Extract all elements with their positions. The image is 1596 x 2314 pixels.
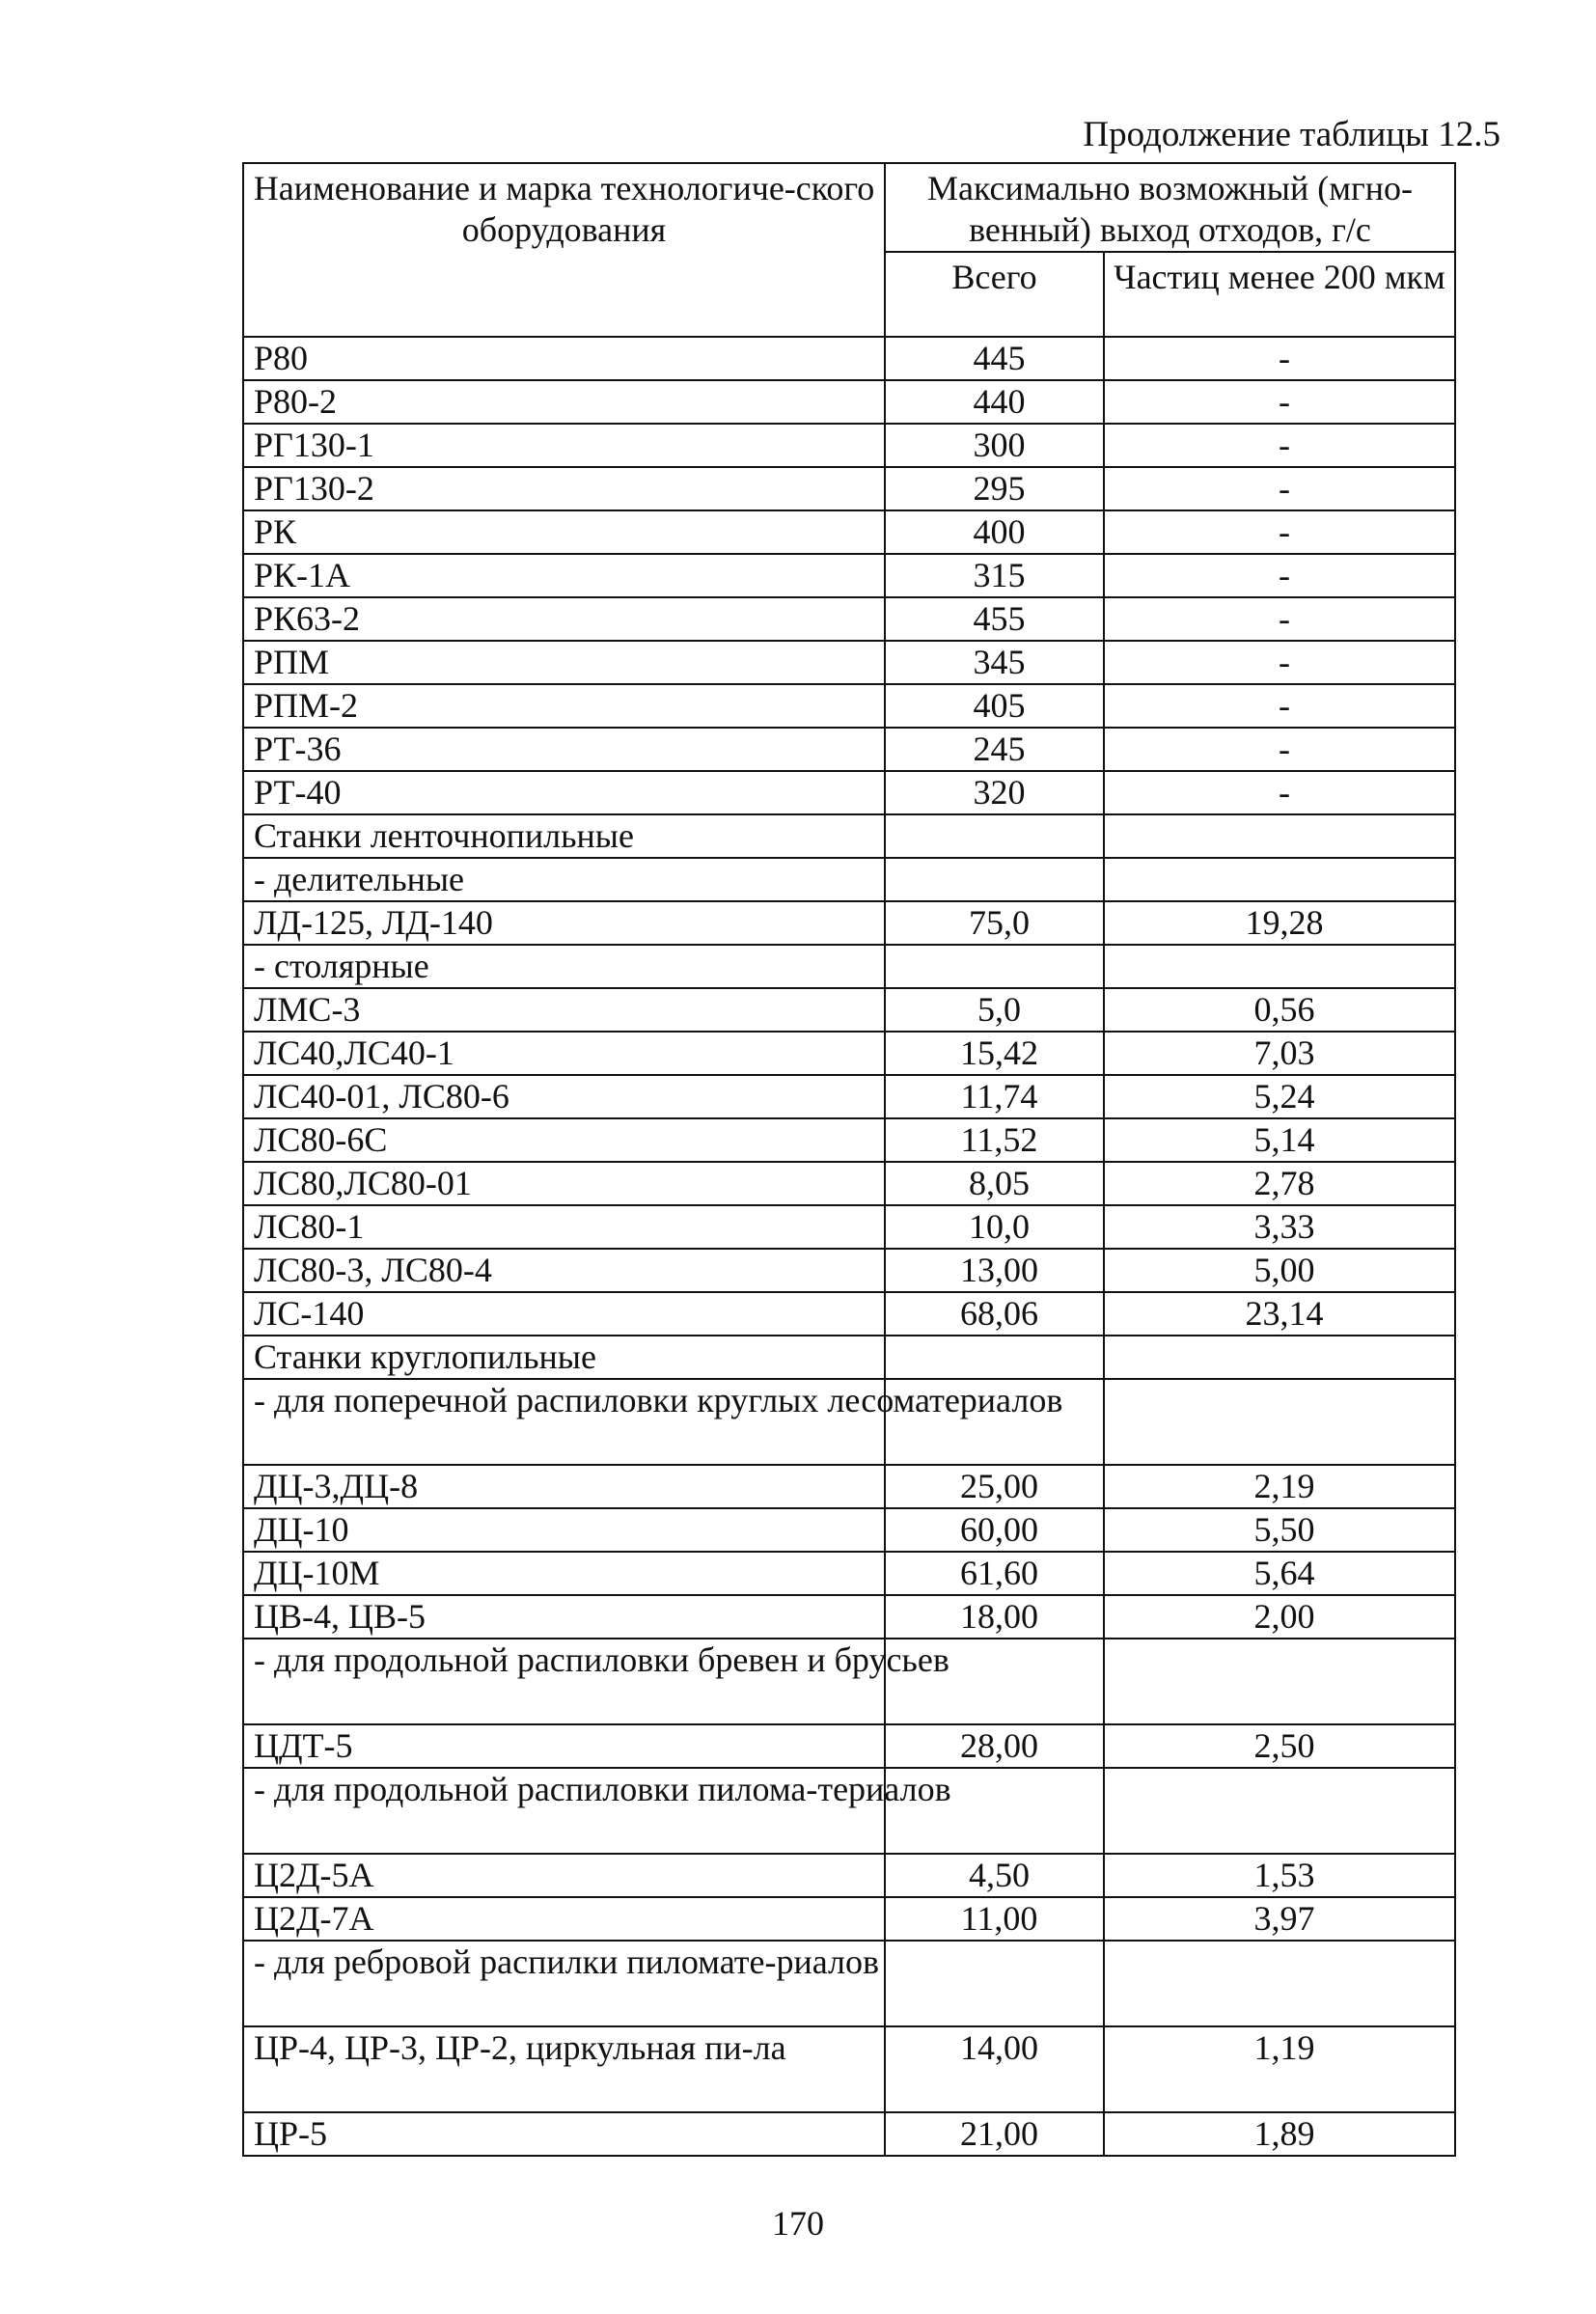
table-row [243, 2112, 1455, 2156]
cell-equipment-name: Р80-2 [243, 380, 885, 424]
cell-equipment-name: ЛС80-3, ЛС80-4 [243, 1249, 885, 1292]
table-row [243, 858, 1455, 901]
cell-particles [1104, 1379, 1455, 1465]
cell-particles: 3,97 [1104, 1897, 1455, 1941]
cell-particles: - [1104, 380, 1455, 424]
table-row [243, 641, 1455, 684]
cell-particles [1104, 858, 1455, 901]
cell-total: 18,00 [885, 1595, 1104, 1639]
cell-total: 8,05 [885, 1162, 1104, 1205]
cell-particles: 2,78 [1104, 1162, 1455, 1205]
cell-equipment-name: ЦР-5 [243, 2112, 885, 2156]
table-row [243, 2026, 1455, 2112]
cell-particles: - [1104, 510, 1455, 554]
table-row [243, 771, 1455, 814]
cell-equipment-name: - для продольной распиловки бревен и брусьев [243, 1639, 885, 1724]
cell-total: 315 [885, 554, 1104, 597]
cell-equipment-name: - для ребровой распилки пиломате-риалов [243, 1941, 885, 2026]
table-row [243, 988, 1455, 1032]
table-row [243, 901, 1455, 945]
cell-particles: 3,33 [1104, 1205, 1455, 1249]
table-row [243, 1118, 1455, 1162]
cell-total: 60,00 [885, 1508, 1104, 1552]
table-row [243, 337, 1455, 380]
cell-total: 14,00 [885, 2026, 1104, 2112]
page-number: 170 [772, 2204, 824, 2243]
cell-total: 445 [885, 337, 1104, 380]
header-equipment-name: Наименование и марка технологиче-ского оборудования [243, 163, 885, 337]
table-row [243, 1336, 1455, 1379]
cell-total: 300 [885, 424, 1104, 467]
cell-total: 21,00 [885, 2112, 1104, 2156]
cell-particles: 7,03 [1104, 1032, 1455, 1075]
cell-equipment-name: ЛС-140 [243, 1292, 885, 1336]
cell-equipment-name: ДЦ-10 [243, 1508, 885, 1552]
equipment-waste-table [242, 162, 1456, 2157]
cell-equipment-name: РПМ-2 [243, 684, 885, 728]
cell-particles: 1,53 [1104, 1854, 1455, 1897]
cell-equipment-name: РГ130-2 [243, 467, 885, 510]
cell-particles: 0,56 [1104, 988, 1455, 1032]
cell-total: 11,74 [885, 1075, 1104, 1118]
table-row [243, 1595, 1455, 1639]
table-row [243, 684, 1455, 728]
cell-equipment-name: ЛС80-1 [243, 1205, 885, 1249]
header-total: Всего [885, 252, 1104, 337]
cell-equipment-name: Ц2Д-7А [243, 1897, 885, 1941]
cell-equipment-name: РТ-36 [243, 728, 885, 771]
cell-equipment-name: РК63-2 [243, 597, 885, 641]
cell-particles: - [1104, 337, 1455, 380]
cell-particles: 2,50 [1104, 1724, 1455, 1768]
cell-total: 245 [885, 728, 1104, 771]
cell-particles: 5,14 [1104, 1118, 1455, 1162]
cell-total: 61,60 [885, 1552, 1104, 1595]
table-row [243, 1205, 1455, 1249]
table-body [243, 337, 1455, 2156]
header-particles: Частиц менее 200 мкм [1104, 252, 1455, 337]
cell-total: 15,42 [885, 1032, 1104, 1075]
cell-total: 75,0 [885, 901, 1104, 945]
cell-particles: - [1104, 641, 1455, 684]
table-row [243, 424, 1455, 467]
cell-equipment-name: ДЦ-10М [243, 1552, 885, 1595]
table-row [243, 1032, 1455, 1075]
cell-particles: 2,00 [1104, 1595, 1455, 1639]
cell-equipment-name: РТ-40 [243, 771, 885, 814]
cell-particles [1104, 1941, 1455, 2026]
cell-particles [1104, 1768, 1455, 1854]
cell-total: 295 [885, 467, 1104, 510]
cell-particles: - [1104, 424, 1455, 467]
table-row [243, 597, 1455, 641]
cell-equipment-name: - для поперечной распиловки круглых лесоматериалов [243, 1379, 885, 1465]
cell-total: 320 [885, 771, 1104, 814]
table-continuation-caption: Продолжение таблицы 12.5 [1083, 115, 1500, 154]
cell-total: 5,0 [885, 988, 1104, 1032]
cell-equipment-name: РПМ [243, 641, 885, 684]
cell-particles: - [1104, 554, 1455, 597]
cell-particles: 5,64 [1104, 1552, 1455, 1595]
cell-particles: 2,19 [1104, 1465, 1455, 1508]
cell-total: 455 [885, 597, 1104, 641]
cell-particles: - [1104, 467, 1455, 510]
cell-total: 4,50 [885, 1854, 1104, 1897]
cell-total: 25,00 [885, 1465, 1104, 1508]
cell-total [885, 1941, 1104, 2026]
cell-particles [1104, 814, 1455, 858]
table-row [243, 554, 1455, 597]
cell-equipment-name: ЛС80,ЛС80-01 [243, 1162, 885, 1205]
cell-total: 10,0 [885, 1205, 1104, 1249]
cell-equipment-name: Р80 [243, 337, 885, 380]
cell-equipment-name: - для продольной распиловки пилома-териалов [243, 1768, 885, 1854]
cell-equipment-name: ДЦ-3,ДЦ-8 [243, 1465, 885, 1508]
cell-particles: - [1104, 597, 1455, 641]
table-row [243, 1508, 1455, 1552]
cell-total: 13,00 [885, 1249, 1104, 1292]
table-row [243, 1379, 1455, 1465]
table-row [243, 1249, 1455, 1292]
cell-equipment-name: - столярные [243, 945, 885, 988]
table-row [243, 1724, 1455, 1768]
cell-total: 68,06 [885, 1292, 1104, 1336]
cell-equipment-name: Ц2Д-5А [243, 1854, 885, 1897]
table-row [243, 1075, 1455, 1118]
table-row [243, 1639, 1455, 1724]
cell-equipment-name: - делительные [243, 858, 885, 901]
cell-particles [1104, 1639, 1455, 1724]
table-row [243, 380, 1455, 424]
table-row [243, 814, 1455, 858]
cell-equipment-name: ЛД-125, ЛД-140 [243, 901, 885, 945]
cell-equipment-name: ЛС80-6С [243, 1118, 885, 1162]
cell-total: 345 [885, 641, 1104, 684]
cell-particles [1104, 945, 1455, 988]
cell-equipment-name: ЛМС-3 [243, 988, 885, 1032]
cell-total: 11,52 [885, 1118, 1104, 1162]
cell-particles: - [1104, 684, 1455, 728]
cell-equipment-name: РК [243, 510, 885, 554]
table-row [243, 467, 1455, 510]
cell-particles: 5,50 [1104, 1508, 1455, 1552]
table-row [243, 1292, 1455, 1336]
cell-particles: 19,28 [1104, 901, 1455, 945]
cell-particles: 23,14 [1104, 1292, 1455, 1336]
table-row [243, 1897, 1455, 1941]
table-row [243, 1162, 1455, 1205]
cell-equipment-name: ЛС40,ЛС40-1 [243, 1032, 885, 1075]
cell-particles: 1,89 [1104, 2112, 1455, 2156]
table-row [243, 510, 1455, 554]
cell-particles: - [1104, 771, 1455, 814]
cell-total: 405 [885, 684, 1104, 728]
cell-total [885, 1336, 1104, 1379]
cell-equipment-name: РК-1А [243, 554, 885, 597]
cell-total [885, 814, 1104, 858]
cell-particles: 5,24 [1104, 1075, 1455, 1118]
cell-equipment-name: ЛС40-01, ЛС80-6 [243, 1075, 885, 1118]
cell-particles [1104, 1336, 1455, 1379]
table-row [243, 1768, 1455, 1854]
table-row [243, 945, 1455, 988]
cell-total: 440 [885, 380, 1104, 424]
table-row [243, 1465, 1455, 1508]
table-row [243, 1941, 1455, 2026]
table-row [243, 1552, 1455, 1595]
cell-particles: 1,19 [1104, 2026, 1455, 2112]
cell-total: 28,00 [885, 1724, 1104, 1768]
cell-equipment-name: ЦДТ-5 [243, 1724, 885, 1768]
cell-equipment-name: ЦР-4, ЦР-3, ЦР-2, циркульная пи-ла [243, 2026, 885, 2112]
cell-particles: 5,00 [1104, 1249, 1455, 1292]
cell-total [885, 945, 1104, 988]
table-row [243, 1854, 1455, 1897]
cell-total: 400 [885, 510, 1104, 554]
cell-equipment-name: РГ130-1 [243, 424, 885, 467]
cell-equipment-name: Станки круглопильные [243, 1336, 885, 1379]
cell-total: 11,00 [885, 1897, 1104, 1941]
header-max-output: Максимально возможный (мгно-венный) выход отходов, г/с [885, 163, 1455, 252]
cell-particles: - [1104, 728, 1455, 771]
table-row [243, 728, 1455, 771]
cell-equipment-name: ЦВ-4, ЦВ-5 [243, 1595, 885, 1639]
cell-total [885, 858, 1104, 901]
cell-equipment-name: Станки ленточнопильные [243, 814, 885, 858]
